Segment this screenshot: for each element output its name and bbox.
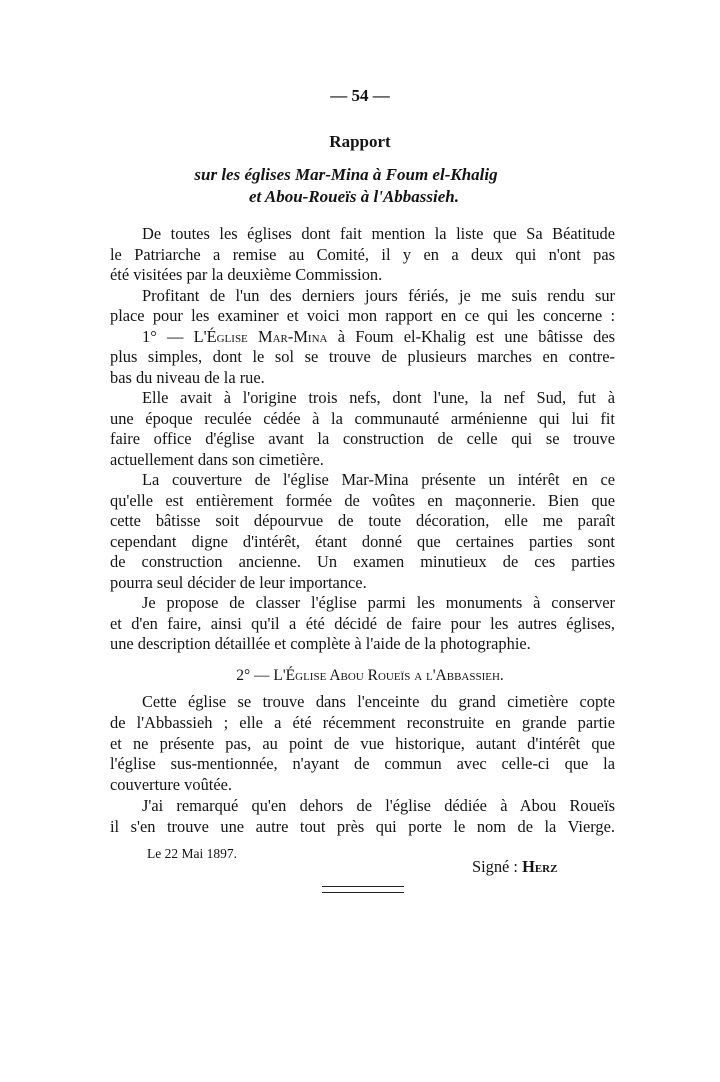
text-span: une époque reculée cédée à la communauté arménienne qui lui fit: [110, 408, 615, 428]
text-span: bas du niveau de la rue.: [110, 367, 265, 387]
signature-label: Signé :: [472, 857, 523, 876]
text-span: place pour les examiner et voici mon rapport en ce qui les concerne :: [110, 306, 615, 325]
signature: [472, 857, 557, 876]
text-span: cette bâtisse soit dépourvue de toute décoration, elle me paraît: [110, 511, 615, 530]
text-span: le Patriarche a remise au Comité, il y en a deux qui n'ont pas: [110, 244, 615, 264]
text-line: [110, 245, 615, 266]
text-line: [110, 409, 615, 430]
text-line: [110, 429, 615, 450]
text-span: Je propose de classer l'église parmi les monuments à conserver: [142, 593, 615, 612]
text-line: [110, 306, 615, 327]
text-line: [110, 796, 615, 817]
text-line: [110, 450, 615, 471]
section-2-number: 2° —: [236, 667, 274, 684]
text-span: J'ai remarqué qu'en dehors de l'église dédiée à Abou Roueïs: [142, 795, 615, 815]
signature-name: Herz: [522, 857, 558, 876]
subtitle-line-2: et Abou-Roueïs à l'Abbassieh.: [248, 187, 459, 206]
text-line: [110, 265, 615, 286]
text-span: été visitées par la deuxième Commission.: [110, 265, 383, 284]
text-span: à Foum el-Khalig est une bâtisse des: [327, 326, 615, 346]
text-line: [110, 470, 615, 491]
text-span: Profitant de l'un des derniers jours fériés, je me suis rendu sur: [142, 285, 615, 305]
text-span: actuellement dans son cimetière.: [110, 449, 324, 469]
text-line: [110, 734, 615, 755]
text-span: 1° —: [142, 326, 194, 346]
text-line: [110, 754, 615, 775]
text-line: [110, 388, 615, 409]
text-line: [110, 286, 615, 307]
section-1-body: [110, 224, 615, 655]
text-span: il s'en trouve une autre tout près qui porte le nom de la Vierge.: [110, 816, 615, 836]
subtitle-line-1: sur les églises Mar-Mina à Foum el-Khalig: [194, 165, 498, 184]
text-span: couverture voûtée.: [110, 775, 232, 795]
text-span: de l'Abbassieh ; elle a été récemment reconstruite en grande partie: [110, 712, 615, 732]
text-line: [110, 224, 615, 245]
text-span: Cette église se trouve dans l'enceinte du grand cimetière copte: [142, 692, 615, 711]
text-line: [110, 347, 615, 368]
text-span: Elle avait à l'origine trois nefs, dont l'une, la nef Sud, fut à: [142, 388, 615, 407]
text-span: faire office d'église avant la construction de celle qui se trouve: [110, 429, 615, 448]
text-line: [110, 614, 615, 635]
page-number: — 54 —: [330, 86, 390, 105]
text-span: une description détaillée et complète à l'aide de la photographie.: [110, 634, 531, 653]
date-line: Le 22 Mai 1897.: [147, 846, 237, 861]
text-span: De toutes les églises dont fait mention la liste que Sa Béatitude: [142, 224, 615, 243]
section-2-heading: [0, 667, 720, 685]
text-line: [110, 532, 615, 553]
section-2-title: L'Église Abou Roueïs a l'Abbassieh.: [273, 667, 504, 684]
text-span: de construction ancienne. Un examen minutieux de ces parties: [110, 552, 615, 571]
text-line: [110, 713, 615, 734]
text-line: [110, 775, 615, 796]
text-line: [110, 491, 615, 512]
text-line: [110, 511, 615, 532]
text-span: et d'en faire, ainsi qu'il a été décidé de faire pour les autres églises,: [110, 613, 615, 633]
text-span: L'Église Mar-Mina: [193, 326, 328, 346]
text-span: pourra seul décider de leur importance.: [110, 572, 367, 592]
text-span: plus simples, dont le sol se trouve de plusieurs marches en contre-: [110, 347, 615, 366]
text-line: [110, 634, 615, 655]
text-line: [110, 817, 615, 838]
text-line: [110, 593, 615, 614]
text-line: [110, 552, 615, 573]
text-line: [110, 368, 615, 389]
text-span: La couverture de l'église Mar-Mina présente un intérêt en ce: [142, 470, 615, 489]
text-span: cependant digne d'intérêt, étant donné que certaines parties sont: [110, 531, 615, 551]
section-2-body: [110, 692, 615, 838]
text-line: [110, 327, 615, 348]
end-rule-divider: [322, 886, 404, 893]
text-span: qu'elle est entièrement formée de voûtes en maçonnerie. Bien que: [110, 490, 615, 510]
text-span: l'église sus-mentionnée, n'ayant de commun avec celle-ci que la: [110, 754, 615, 774]
text-span: et ne présente pas, au point de vue historique, autant d'intérêt que: [110, 733, 615, 753]
text-line: [110, 692, 615, 713]
text-line: [110, 573, 615, 594]
page-title: Rapport: [329, 132, 391, 151]
